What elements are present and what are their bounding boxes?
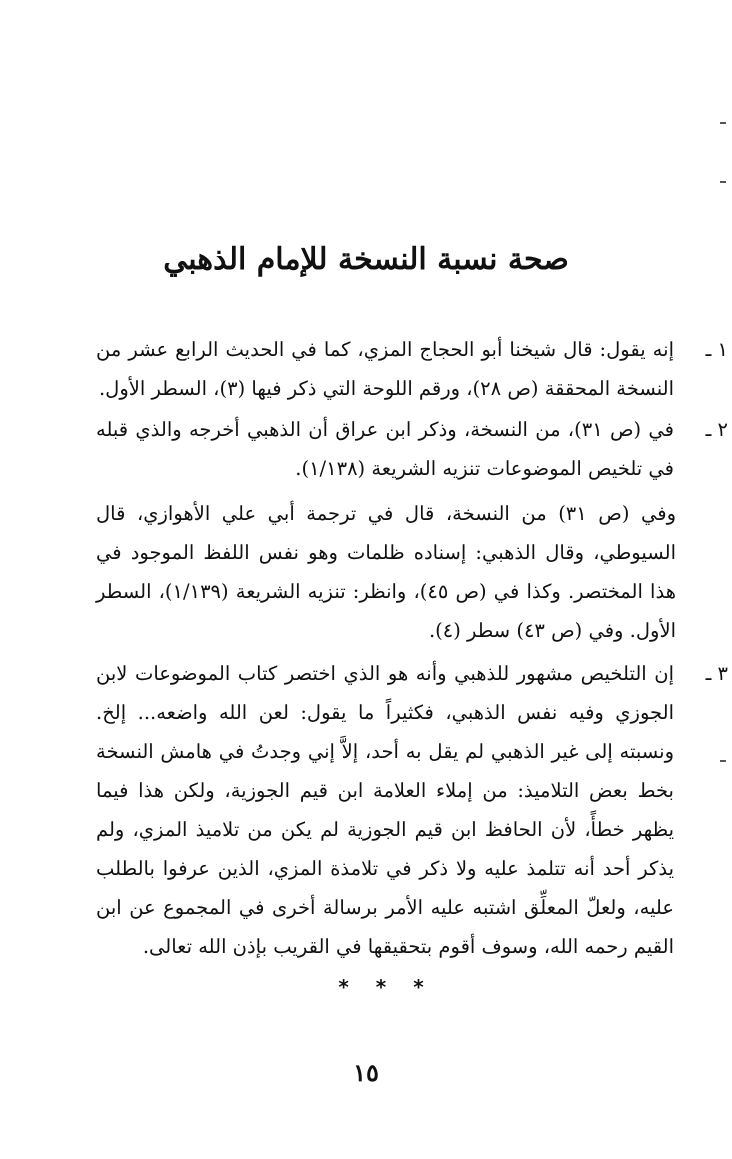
list-item [96,410,728,488]
page-title: صحة نسبة النسخة للإمام الذهبي [163,242,569,278]
page-number: ١٥ [353,1058,379,1087]
edge-mark [720,181,726,183]
item-text: إنه يقول: قال شيخنا أبو الحجاج المزي، كما في الحديث الرابع عشر من النسخة المحققة (ص ٢٨)، ورقم اللوحة التي ذكر فيها (٣)، السطر الأول. [96,338,674,400]
section-separator: * * * [338,975,434,999]
item-number: ٢ ـ [705,418,728,441]
item-number: ٣ ـ [705,662,728,685]
body-paragraph: وفي (ص ٣١) من النسخة، قال في ترجمة أبي علي الأهوازي، قال السيوطي، وقال الذهبي: إسناده ظلمات وهو نفس اللفظ الموجود في هذا المختصر. وكذا في (ص ٤٥)، وانظر: تنزيه الشريعة (١/١٣٩)، السطر الأول. وفي (ص ٤٣) سطر (٤). [96,502,676,642]
item-text: في (ص ٣١)، من النسخة، وذكر ابن عراق أن الذهبي أخرجه والذي قبله في تلخيص الموضوعات تنزيه الشريعة (١/١٣٨). [96,418,675,480]
list-item [96,654,728,966]
body-content [96,330,728,1007]
item-text: إن التلخيص مشهور للذهبي وأنه هو الذي اختصر كتاب الموضوعات لابن الجوزي وفيه نفس الذهبي، فكثيراً ما يقول: لعن الله واضعه... إلخ. ونسبته إلى غير الذهبي لم يقل به أحد، إلاَّ إني وجدتُ في هامش النسخة بخط بعض التلاميذ: من إملاء العلامة ابن قيم الجوزية، ولكن هذا فيما يظهر خطأً، لأن الحافظ ابن قيم الجوزية لم يكن من تلاميذ المزي، ولم يذكر أحد أنه تتلمذ عليه ولا ذكر في تلامذة المزي، الذين عرفوا بالطلب عليه، ولعلّ المعلِّق اشتبه عليه الأمر برسالة أخرى في المجموع عن ابن القيم رحمه الله، وسوف أقوم بتحقيقها في القريب بإذن الله تعالى. [96,662,674,958]
item-number: ١ ـ [705,338,728,361]
list-item [96,330,728,408]
edge-mark [720,760,726,762]
edge-mark [720,122,726,124]
